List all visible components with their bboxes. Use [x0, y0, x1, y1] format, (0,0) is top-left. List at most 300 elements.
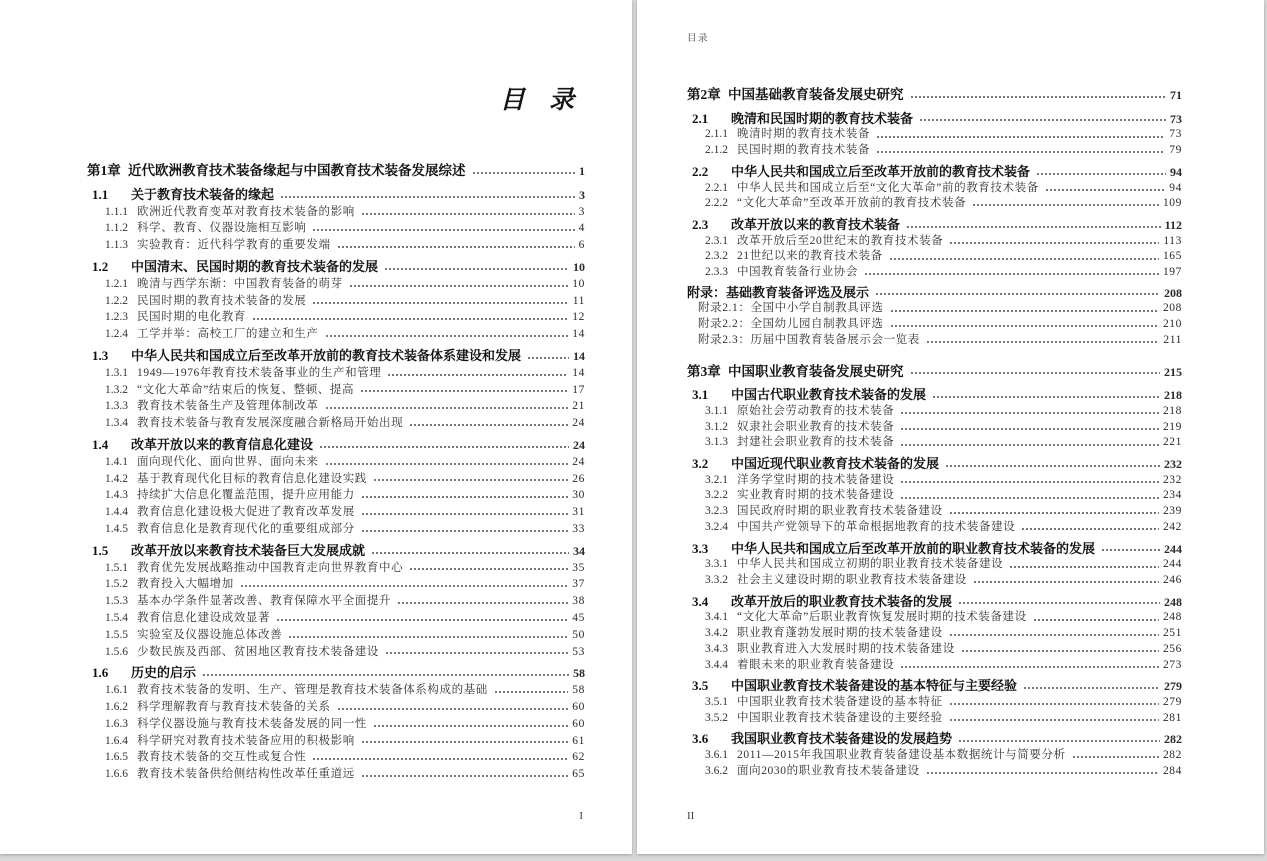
toc-entry-page: 45 [572, 611, 585, 624]
toc-entry[interactable] [87, 682, 585, 699]
toc-entry-page: 21 [572, 400, 585, 413]
toc-entry[interactable] [87, 204, 585, 221]
toc-entry-page: 197 [1162, 266, 1182, 279]
toc-entry-title: 教育技术装备的交互性或复合性 [137, 751, 307, 764]
dot-leader [387, 365, 568, 382]
toc-entry[interactable] [87, 454, 585, 471]
toc-entry-page: 282 [1164, 732, 1182, 747]
toc-entry-title: 中国职业教育装备发展史研究 [728, 363, 904, 379]
toc-entry[interactable] [87, 521, 585, 538]
toc-entry-number: 1.4.3 [105, 489, 128, 502]
toc-entry-title: 教育技术装备的发明、生产、管理是教育技术装备体系构成的基础 [137, 684, 488, 697]
toc-entry-number: 1.3 [92, 347, 109, 363]
toc-entry[interactable] [87, 415, 585, 432]
page-number-folio: II [687, 810, 695, 822]
toc-entry-page: 94 [1170, 164, 1182, 179]
toc-entry-number: 1.5.4 [105, 611, 128, 624]
toc-entry-title: 教育技术装备供给侧结构性改革任重道远 [137, 768, 355, 781]
toc-entry-page: 6 [578, 239, 585, 252]
toc-entry-page: 239 [1162, 505, 1182, 518]
toc-entry-number: 1.1.3 [105, 239, 128, 252]
toc-entry[interactable] [87, 749, 585, 766]
dot-leader [325, 454, 569, 471]
dot-leader [906, 217, 1161, 233]
toc-entry[interactable] [687, 764, 1182, 780]
toc-entry-page: 246 [1162, 573, 1182, 586]
toc-entry-title: 晚清时期的教育技术装备 [737, 128, 871, 141]
toc-entry-page: 35 [572, 561, 585, 574]
toc-entry-number: 2.3.1 [705, 234, 728, 247]
dot-leader [1021, 520, 1159, 536]
toc-entry-number: 1.1.1 [105, 205, 128, 218]
page-number-folio: I [579, 810, 583, 822]
toc-entry[interactable] [687, 520, 1182, 536]
toc-entry-page: 10 [573, 259, 585, 274]
toc-entry-page: 218 [1164, 388, 1182, 403]
dot-leader [1101, 541, 1160, 557]
dot-leader [949, 234, 1159, 250]
toc-entry-number: 3.5 [692, 678, 709, 694]
dot-leader [900, 404, 1159, 420]
toc-entry-title: 附录：基础教育装备评选及展示 [687, 284, 870, 300]
toc-entry-title: 原始社会劳动教育的技术装备 [737, 404, 895, 417]
dot-leader [1072, 748, 1159, 764]
dot-leader [373, 716, 568, 733]
toc-page-1 [0, 0, 632, 854]
toc-entry-number: 3.2.4 [705, 520, 728, 533]
toc-entry[interactable] [687, 87, 1182, 104]
dot-leader [945, 457, 1160, 473]
dot-leader [958, 594, 1160, 610]
toc-entry[interactable] [687, 456, 1182, 473]
toc-entry-page: 273 [1162, 658, 1182, 671]
toc-entry[interactable] [87, 716, 585, 733]
dot-leader [1045, 181, 1165, 197]
dot-leader [312, 220, 574, 237]
toc-entry[interactable] [87, 504, 585, 521]
dot-leader [949, 626, 1159, 642]
toc-entry-page: 232 [1162, 473, 1182, 486]
toc-entry-number: 3.5.1 [705, 695, 728, 708]
toc-entry[interactable] [87, 365, 585, 382]
toc-entry-number: 1.5.3 [105, 595, 128, 608]
dot-leader [494, 682, 568, 699]
toc-entry-title: 基于教育现代化目标的教育信息化建设实践 [137, 472, 367, 485]
toc-entry-number: 1.2.4 [105, 328, 128, 341]
toc-entry-title: 中华人民共和国成立初期的职业教育技术装备建设 [737, 558, 1004, 571]
toc-entry[interactable] [687, 234, 1182, 250]
toc-entry-number: 3.6 [692, 731, 709, 747]
dot-leader [319, 437, 569, 454]
toc-entry-page: 165 [1162, 250, 1182, 263]
toc-entry-title: 中华人民共和国成立后至改革开放前的职业教育技术装备的发展 [731, 540, 1096, 556]
toc-entry[interactable] [687, 111, 1182, 128]
toc-entry-title: 民国时期的教育技术装备的发展 [137, 294, 307, 307]
toc-entry-title: 封建社会职业教育的技术装备 [737, 436, 895, 449]
toc-entry-page: 113 [1163, 234, 1182, 247]
toc-entry[interactable] [687, 626, 1182, 642]
toc-entry-title: 附录2.1：全国中小学自制教具评选 [698, 302, 884, 315]
toc-entry[interactable] [687, 594, 1182, 611]
dot-leader [349, 276, 569, 293]
toc-entry-title: 职业教育蓬勃发展时期的技术装备建设 [737, 627, 943, 640]
toc-entry-title: 2011—2015年我国职业教育装备建设基本数据统计与简要分析 [737, 749, 1066, 762]
toc-entry-title: 中国近现代职业教育技术装备的发展 [731, 456, 940, 472]
toc-entry-number: 1.5.6 [105, 645, 128, 658]
dot-leader [949, 711, 1159, 727]
toc-entry-page: 251 [1162, 627, 1182, 640]
dot-leader [325, 398, 569, 415]
toc-entry-number: 2.3.3 [705, 266, 728, 279]
toc-entry-number: 3.6.1 [705, 749, 728, 762]
toc-entry[interactable] [687, 127, 1182, 143]
dot-leader [926, 333, 1160, 349]
dot-leader [312, 749, 568, 766]
toc-entry[interactable] [687, 678, 1182, 695]
toc-entry-number: 1.6.5 [105, 751, 128, 764]
toc-page-2 [637, 0, 1264, 854]
toc-entry[interactable] [687, 217, 1182, 234]
toc-entry-number: 3.5.2 [705, 711, 728, 724]
toc-entry-page: 281 [1162, 711, 1182, 724]
toc-entry[interactable] [87, 593, 585, 610]
toc-entry-page: 62 [572, 751, 585, 764]
toc-entry[interactable] [687, 301, 1182, 317]
toc-entry[interactable] [687, 711, 1182, 727]
toc-entry-title: 改革开放后的职业教育技术装备的发展 [731, 593, 953, 609]
toc-entry-title: 晚清与西学东渐：中国教育装备的萌芽 [137, 277, 343, 290]
toc-entry-number: 3.6.2 [705, 764, 728, 777]
toc-entry-title: 中华人民共和国成立后至改革开放前的教育技术装备 [731, 163, 1031, 179]
dot-leader [373, 471, 568, 488]
toc-entry[interactable] [687, 364, 1182, 381]
toc-entry[interactable] [687, 504, 1182, 520]
toc-entry-page: 26 [572, 472, 585, 485]
toc-entry-page: 242 [1162, 520, 1182, 533]
toc-entry-number: 第1章 [87, 163, 121, 178]
toc-entry-number: 1.1.2 [105, 222, 128, 235]
toc-entry-number: 1.2.3 [105, 311, 128, 324]
toc-entry[interactable] [87, 382, 585, 399]
toc-entry-title: 面向2030的职业教育技术装备建设 [737, 764, 920, 777]
toc-entry[interactable] [87, 487, 585, 504]
toc-entry-number: 1.2 [92, 258, 109, 274]
toc-entry-title: 科学仪器设施与教育技术装备发展的同一性 [137, 717, 367, 730]
toc-entry-number: 1.5.1 [105, 561, 128, 574]
dot-leader [252, 309, 568, 326]
toc-entry-number: 1.3.1 [105, 366, 128, 379]
toc-entry-page: 73 [1170, 111, 1182, 126]
toc-entry-page: 50 [572, 628, 585, 641]
toc-entry[interactable] [687, 435, 1182, 451]
toc-entry-title: 着眼未来的职业教育装备建设 [737, 658, 895, 671]
toc-entry-title: 民国时期的电化教育 [137, 311, 246, 324]
toc-entry-title: 中国清末、民国时期的教育技术装备的发展 [131, 258, 379, 274]
toc-entry-page: 256 [1162, 642, 1182, 655]
toc-entry[interactable] [87, 560, 585, 577]
dot-leader [202, 665, 569, 682]
toc-entry-title: 实验室及仪器设施总体改善 [137, 628, 283, 641]
toc-entry-title: 社会主义建设时期的职业教育技术装备建设 [737, 573, 967, 586]
toc-entry-number: 3.3 [692, 540, 709, 556]
toc-entry-number: 3.4.3 [705, 642, 728, 655]
toc-entry-page: 31 [572, 506, 585, 519]
toc-entry[interactable] [87, 576, 585, 593]
toc-entry-title: 教育信息化建设极大促进了教育改革发展 [137, 506, 355, 519]
toc-entry[interactable] [87, 259, 585, 276]
toc-entry-page: 221 [1162, 436, 1182, 449]
toc-entry-number: 2.2 [692, 163, 709, 179]
toc-entry-title: 1949—1976年教育技术装备事业的生产和管理 [137, 366, 382, 379]
toc-entry-page: 218 [1162, 404, 1182, 417]
toc-entry-title: 科学研究对教育技术装备应用的积极影响 [137, 734, 355, 747]
dot-leader [288, 627, 568, 644]
toc-entry[interactable] [687, 731, 1182, 748]
dot-leader [397, 593, 568, 610]
toc-entry[interactable] [87, 163, 585, 180]
toc-entry-number: 2.1 [692, 110, 709, 126]
dot-leader [876, 127, 1165, 143]
toc-entry[interactable] [687, 143, 1182, 159]
dot-leader [972, 196, 1159, 212]
toc-entry-number: 1.3.3 [105, 400, 128, 413]
dot-leader [337, 699, 569, 716]
toc-entry-number: 第2章 [687, 87, 721, 102]
toc-entry-number: 1.2.1 [105, 277, 128, 290]
toc-entry[interactable] [687, 164, 1182, 181]
toc-entry-title: 工学并举：高校工厂的建立和生产 [137, 328, 319, 341]
toc-entry[interactable] [687, 557, 1182, 573]
toc-entry[interactable] [87, 543, 585, 560]
toc-entry-number: 1.4.1 [105, 455, 128, 468]
toc-entry[interactable] [687, 541, 1182, 558]
toc-entry[interactable] [87, 326, 585, 343]
toc-entry-page: 215 [1164, 364, 1182, 379]
dot-leader [312, 293, 568, 310]
toc-entry[interactable] [87, 733, 585, 750]
toc-entry-number: 2.3 [692, 216, 709, 232]
toc-entry[interactable] [687, 488, 1182, 504]
toc-entry-number: 3.2.2 [705, 489, 728, 502]
toc-entry-title: 中国职业教育技术装备建设的基本特征 [737, 695, 943, 708]
dot-leader [280, 187, 575, 204]
dot-leader [876, 143, 1165, 159]
toc-entry-page: 58 [573, 666, 585, 681]
toc-entry-number: 1.6 [92, 665, 109, 681]
toc-entry-title: 历史的启示 [131, 665, 197, 681]
toc-entry[interactable] [687, 196, 1182, 212]
toc-entry[interactable] [87, 293, 585, 310]
toc-entry-page: 3 [578, 205, 585, 218]
toc-entry[interactable] [87, 699, 585, 716]
toc-entry-number: 1.5.5 [105, 628, 128, 641]
toc-entry[interactable] [87, 220, 585, 237]
toc-entry-page: 4 [578, 222, 585, 235]
toc-entry[interactable] [687, 317, 1182, 333]
toc-entry-page: 10 [572, 277, 585, 290]
toc-entry-number: 3.2 [692, 456, 709, 472]
dot-leader [973, 573, 1159, 589]
dot-leader [864, 265, 1159, 281]
toc-entry-number: 2.3.2 [705, 250, 728, 263]
toc-entry-title: 教育技术装备与教育发展深度融合新格局开始出现 [137, 417, 404, 430]
toc-entry-title: 中国教育装备行业协会 [737, 266, 858, 279]
toc-title: 目 录 [499, 87, 583, 114]
toc-entry-page: 11 [572, 294, 585, 307]
toc-entry[interactable] [87, 665, 585, 682]
dot-leader [910, 364, 1161, 380]
toc-entry-number: 2.2.2 [705, 197, 728, 210]
toc-entry-title: 教育优先发展战略推动中国教育走向世界教育中心 [137, 561, 404, 574]
toc-entry-page: 210 [1162, 318, 1182, 331]
toc-entry-page: 3 [579, 187, 585, 202]
dot-leader [900, 473, 1159, 489]
dot-leader [890, 317, 1159, 333]
toc-entry[interactable] [687, 748, 1182, 764]
toc-entry-title: 持续扩大信息化覆盖范围，提升应用能力 [137, 489, 355, 502]
toc-entry[interactable] [87, 348, 585, 365]
toc-entry[interactable] [687, 265, 1182, 281]
toc-entry-page: 284 [1162, 764, 1182, 777]
toc-entry[interactable] [87, 237, 585, 254]
toc-entry-number: 1.5.2 [105, 578, 128, 591]
toc-entry-page: 232 [1164, 457, 1182, 472]
toc-entry-title: “文化大革命”至改革开放前的教育技术装备 [737, 197, 967, 210]
toc-entry-title: 我国职业教育技术装备建设的发展趋势 [731, 731, 953, 747]
toc-entry-title: 少数民族及西部、贫困地区教育技术装备建设 [137, 645, 379, 658]
toc-entry[interactable] [687, 573, 1182, 589]
toc-entry-number: 3.4.2 [705, 627, 728, 640]
toc-entry[interactable] [687, 333, 1182, 349]
toc-entry-number: 1.3.4 [105, 417, 128, 430]
toc-entry-number: 2.1.1 [705, 128, 728, 141]
toc-entry-number: 3.1.2 [705, 420, 728, 433]
toc-entry-page: 208 [1164, 285, 1182, 300]
toc-entry-title: 附录2.3：历届中国教育装备展示会一览表 [698, 333, 920, 346]
toc-entry-page: 244 [1164, 541, 1182, 556]
toc-entry-page: 60 [572, 700, 585, 713]
toc-entry[interactable] [687, 473, 1182, 489]
dot-leader [371, 543, 569, 560]
toc-entry[interactable] [87, 627, 585, 644]
toc-entry-page: 248 [1164, 594, 1182, 609]
toc-entry-title: 教育投入大幅增加 [137, 578, 234, 591]
dot-leader [889, 249, 1159, 265]
toc-entry-page: 219 [1162, 420, 1182, 433]
dot-leader [949, 504, 1159, 520]
toc-entry-page: 208 [1162, 302, 1182, 315]
toc-entry[interactable] [87, 309, 585, 326]
toc-entry-number: 2.1.2 [705, 144, 728, 157]
toc-entry-page: 14 [573, 348, 585, 363]
toc-entry-page: 1 [579, 164, 585, 178]
toc-entry-page: 12 [572, 311, 585, 324]
toc-entry[interactable] [687, 642, 1182, 658]
toc-entry-page: 61 [572, 734, 585, 747]
toc-entry-page: 60 [572, 717, 585, 730]
toc-entry-title: 中华人民共和国成立后至“文化大革命”前的教育技术装备 [737, 181, 1039, 194]
toc-entry[interactable] [87, 644, 585, 661]
toc-entry-title: 教育信息化是教育现代化的重要组成部分 [137, 522, 355, 535]
toc-entry-page: 14 [572, 366, 585, 379]
dot-leader [949, 695, 1159, 711]
toc-entry[interactable] [687, 181, 1182, 197]
dot-leader [961, 642, 1159, 658]
toc-entry-page: 33 [572, 522, 585, 535]
toc-entry-number: 1.6.3 [105, 717, 128, 730]
toc-entry-page: 37 [572, 578, 585, 591]
running-header: 目录 [687, 34, 710, 44]
toc-entry[interactable] [87, 398, 585, 415]
toc-entry[interactable] [687, 387, 1182, 404]
toc-entry[interactable] [687, 420, 1182, 436]
toc-entry-title: 附录2.2：全国幼儿园自制教具评选 [698, 318, 884, 331]
toc-entry-title: 教育技术装备生产及管理体制改革 [137, 400, 319, 413]
toc-entry-title: 改革开放以来的教育信息化建设 [131, 436, 314, 452]
toc-entry-title: 中国职业教育技术装备建设的主要经验 [737, 711, 943, 724]
toc-entry[interactable] [87, 766, 585, 783]
toc-entry[interactable] [87, 437, 585, 454]
toc-entry[interactable] [687, 249, 1182, 265]
dot-leader [409, 415, 568, 432]
toc-entry[interactable] [87, 471, 585, 488]
toc-entry-page: 71 [1170, 88, 1182, 102]
toc-entry-title: 欧洲近代教育变革对教育技术装备的影响 [137, 205, 355, 218]
toc-entry-number: 1.1 [92, 186, 109, 202]
dot-leader [1033, 610, 1159, 626]
dot-leader [361, 504, 568, 521]
toc-entry-number: 1.4.2 [105, 472, 128, 485]
toc-entry-title: “文化大革命”结束后的恢复、整顿、提高 [137, 383, 355, 396]
toc-entry-number: 1.4.5 [105, 522, 128, 535]
toc-entry[interactable] [687, 610, 1182, 626]
toc-entry-page: 112 [1164, 217, 1182, 232]
toc-entry-title: 改革开放以来教育技术装备巨大发展成就 [131, 542, 366, 558]
toc-entry-page: 244 [1162, 558, 1182, 571]
dot-leader [361, 521, 568, 538]
toc-entry-title: 近代欧洲教育技术装备缘起与中国教育技术装备发展综述 [128, 163, 466, 178]
toc-entry[interactable] [87, 276, 585, 293]
toc-entry[interactable] [687, 285, 1182, 302]
dot-leader [360, 382, 568, 399]
toc-entry-number: 第3章 [687, 363, 721, 379]
toc-entry-page: 14 [572, 328, 585, 341]
dot-leader [361, 733, 568, 750]
toc-list-page-1 [87, 163, 585, 783]
toc-entry[interactable] [687, 404, 1182, 420]
toc-entry[interactable] [87, 187, 585, 204]
toc-entry-page: 17 [572, 383, 585, 396]
toc-entry[interactable] [87, 610, 585, 627]
dot-leader [361, 766, 568, 783]
toc-entry-page: 109 [1162, 197, 1182, 210]
toc-entry[interactable] [687, 658, 1182, 674]
dot-leader [890, 301, 1159, 317]
toc-entry-page: 24 [572, 417, 585, 430]
dot-leader [361, 204, 575, 221]
toc-entry-page: 34 [573, 543, 585, 558]
dot-leader [1009, 557, 1159, 573]
dot-leader [409, 560, 568, 577]
toc-entry-title: 职业教育进入大发展时期的技术装备建设 [737, 642, 955, 655]
toc-entry-title: 国民政府时期的职业教育技术装备建设 [737, 505, 943, 518]
dot-leader [900, 658, 1159, 674]
toc-entry-number: 3.1 [692, 387, 709, 403]
toc-entry-page: 30 [572, 489, 585, 502]
toc-entry[interactable] [687, 695, 1182, 711]
dot-leader [472, 163, 576, 180]
toc-entry-page: 73 [1169, 128, 1182, 141]
